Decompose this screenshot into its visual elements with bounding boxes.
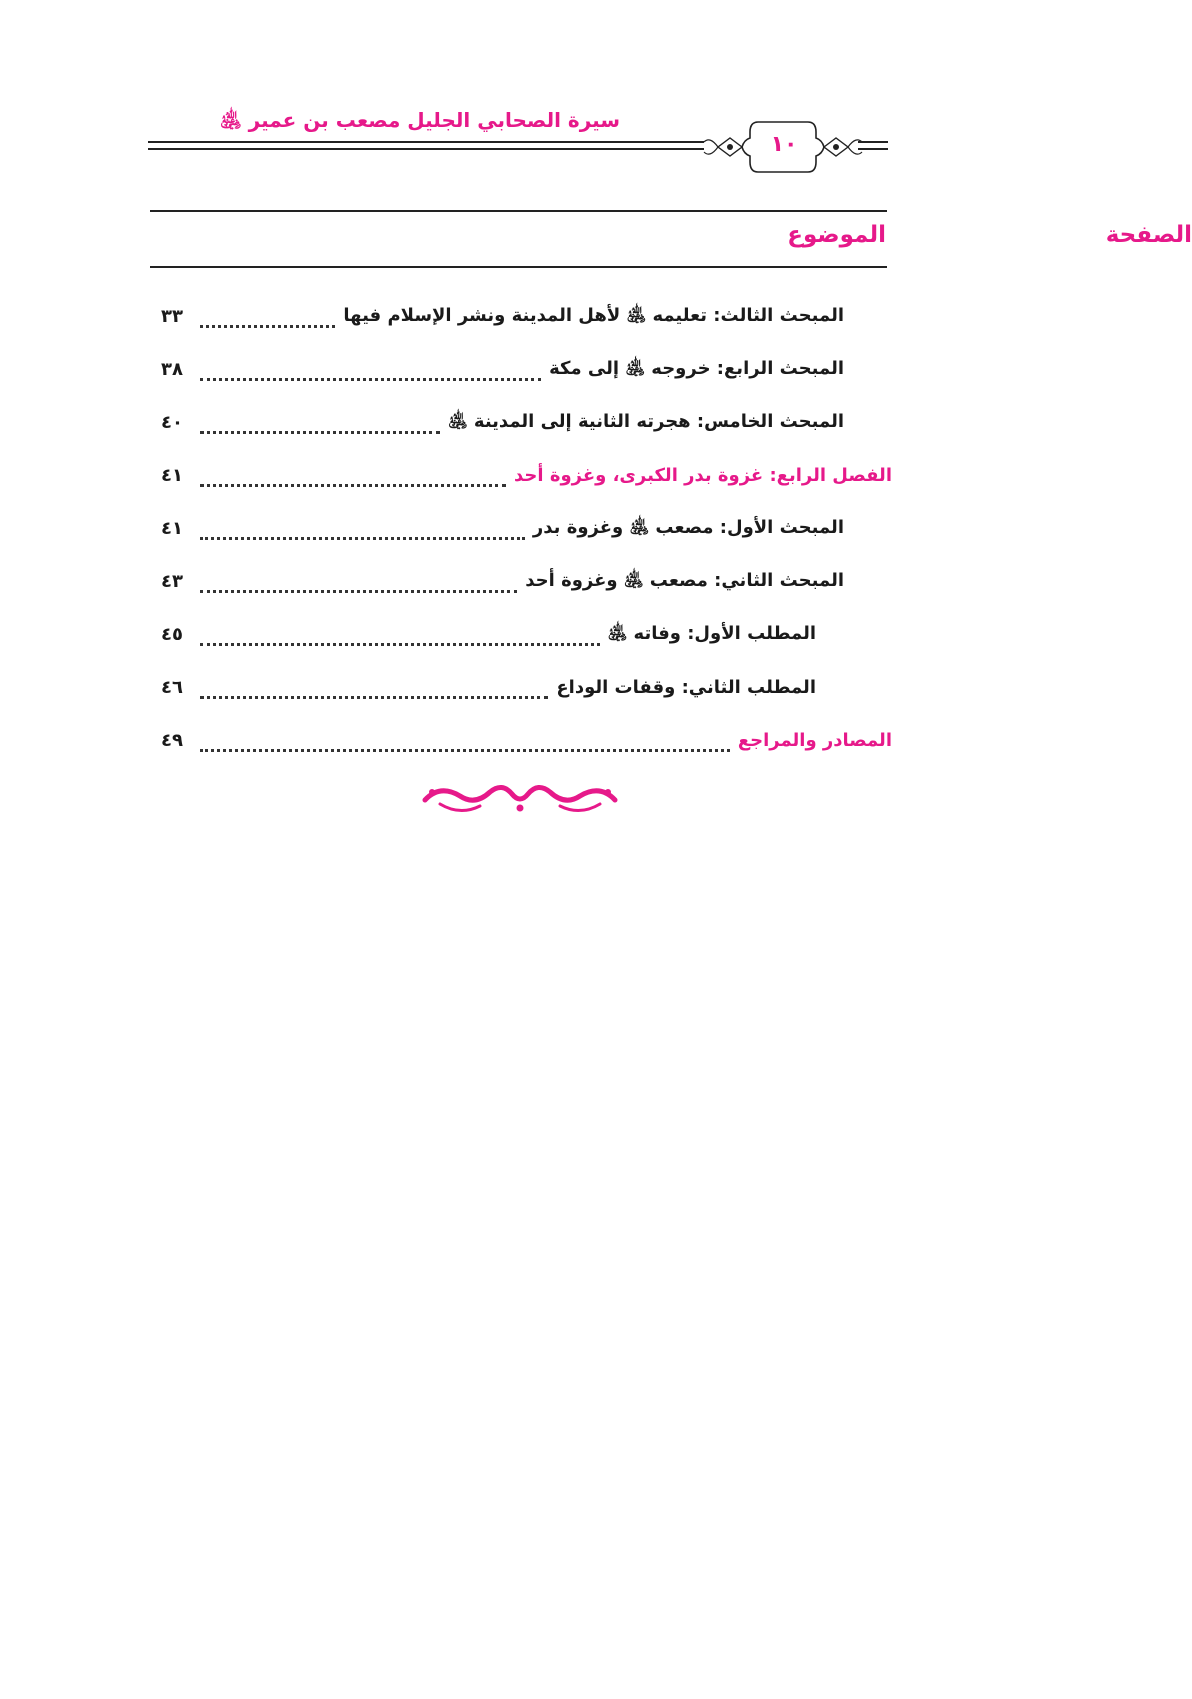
toc-entry-title: المبحث الخامس: هجرته الثانية إلى المدينة ﵁ (447, 410, 844, 432)
toc-entry-page: ٣٨ (161, 359, 183, 380)
flourish-icon (420, 778, 620, 818)
toc-entry-page: ٤٥ (161, 624, 183, 645)
running-title: سيرة الصحابي الجليل مصعب بن عمير ﵁ (219, 108, 620, 132)
column-head-page: الصفحة (1105, 222, 1192, 248)
toc-entry-title: المبحث الثاني: مصعب ﵁ وغزوة أحد (525, 569, 844, 591)
header-double-rule-left (148, 139, 704, 153)
toc-entry-title: المطلب الأول: وفاته ﵁ (607, 622, 816, 644)
toc-entry[interactable] (150, 290, 892, 343)
toc-entry-page: ٤١ (161, 518, 183, 539)
dot-leader (200, 311, 335, 328)
toc-entry[interactable] (150, 661, 892, 714)
dot-leader (200, 523, 525, 540)
column-head-topic: الموضوع (787, 222, 886, 248)
table-top-rule (150, 210, 887, 212)
toc-entry-title: المصادر والمراجع (737, 730, 892, 751)
toc-entry[interactable] (150, 555, 892, 608)
toc-chapter-entry[interactable] (150, 449, 892, 502)
toc-entry-page: ٤٣ (161, 571, 183, 592)
dot-leader (200, 682, 548, 699)
toc-entry-title: المطلب الثاني: وقفات الوداع (556, 677, 816, 698)
table-bottom-rule (150, 266, 887, 268)
toc-entry[interactable] (150, 608, 892, 661)
dot-leader (200, 470, 506, 487)
toc-entry-page: ٣٣ (161, 306, 183, 327)
toc-entry-title: المبحث الأول: مصعب ﵁ وغزوة بدر (532, 516, 844, 538)
toc-entry-page: ٤١ (161, 465, 183, 486)
toc-entry[interactable] (150, 343, 892, 396)
toc-chapter-entry[interactable] (150, 714, 892, 767)
dot-leader (200, 735, 730, 752)
toc-entry-page: ٤٩ (161, 730, 183, 751)
dot-leader (200, 417, 440, 434)
table-of-contents (150, 290, 892, 767)
dot-leader (200, 576, 517, 593)
toc-entry-title: المبحث الثالث: تعليمه ﵁ لأهل المدينة ونشر الإسلام فيها (343, 304, 844, 326)
toc-entry-page: ٤٦ (161, 677, 183, 698)
toc-entry-page: ٤٠ (161, 412, 183, 433)
toc-entry-title: الفصل الرابع: غزوة بدر الكبرى، وغزوة أحد (514, 465, 892, 486)
toc-entry[interactable] (150, 502, 892, 555)
dot-leader (200, 629, 600, 646)
toc-entry-title: المبحث الرابع: خروجه ﵁ إلى مكة (549, 357, 844, 379)
dot-leader (200, 364, 541, 381)
page-number: ١٠ (770, 132, 798, 157)
toc-entry[interactable] (150, 396, 892, 449)
